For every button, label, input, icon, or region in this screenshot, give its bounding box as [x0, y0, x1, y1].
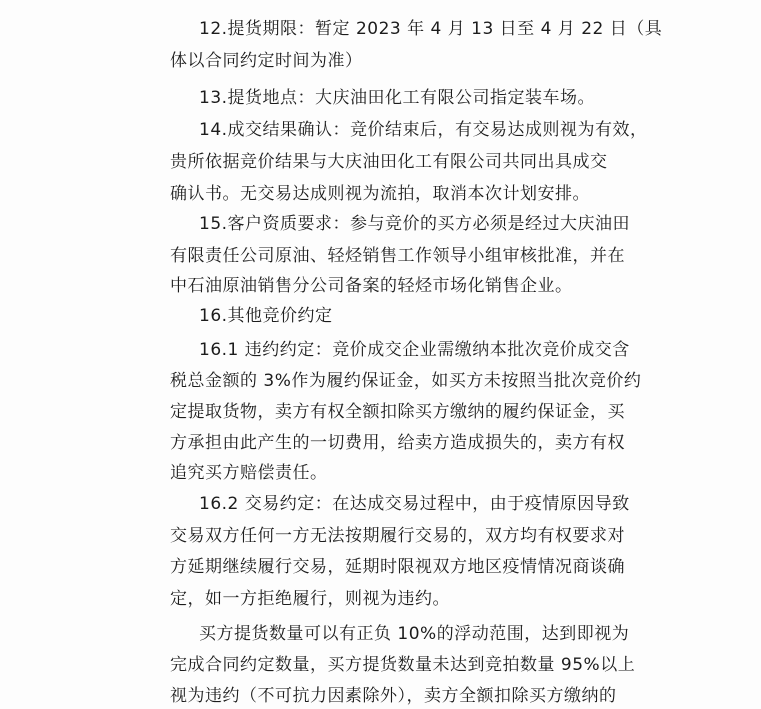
- paragraph-16-2-line-1: 16.2 交易约定：在达成交易过程中，由于疫情原因导致: [199, 494, 630, 514]
- paragraph-16-1-line-5: 追究买方赔偿责任。: [170, 463, 328, 483]
- paragraph-16-1-line-4: 方承担由此产生的一切费用，给卖方造成损失的，卖方有权: [170, 433, 625, 453]
- paragraph-15-line-1: 15.客户资质要求：参与竞价的买方必须是经过大庆油田: [199, 214, 631, 234]
- paragraph-16-heading: 16.其他竞价约定: [199, 306, 333, 326]
- paragraph-quantity-line-2: 完成合同约定数量，买方提货数量未达到竞拍数量 95%以上: [170, 655, 636, 675]
- paragraph-quantity-line-3: 视为违约（不可抗力因素除外），卖方全额扣除买方缴纳的: [170, 686, 617, 706]
- paragraph-14-line-3: 确认书。无交易达成则视为流拍，取消本次计划安排。: [170, 184, 590, 204]
- paragraph-16-2-line-2: 交易双方任何一方无法按期履行交易的，双方均有权要求对: [170, 526, 625, 546]
- paragraph-12-line-1: 12.提货期限：暂定 2023 年 4 月 13 日至 4 月 22 日（具: [199, 19, 663, 39]
- paragraph-13-line-1: 13.提货地点：大庆油田化工有限公司指定装车场。: [199, 88, 596, 108]
- paragraph-16-1-line-3: 定提取货物，卖方有权全额扣除买方缴纳的履约保证金，买: [170, 402, 625, 422]
- paragraph-16-1-line-2: 税总金额的 3%作为履约保证金，如买方未按照当批次竞价约: [170, 371, 642, 391]
- paragraph-15-line-2: 有限责任公司原油、轻烃销售工作领导小组审核批准，并在: [170, 246, 625, 266]
- paragraph-16-2-line-3: 方延期继续履行交易，延期时限视双方地区疫情情况商谈确: [170, 557, 625, 577]
- paragraph-16-2-line-4: 定，如一方拒绝履行，则视为违约。: [170, 589, 450, 609]
- paragraph-14-line-1: 14.成交结果确认：竞价结束后，有交易达成则视为有效，: [199, 120, 648, 140]
- paragraph-quantity-line-1: 买方提货数量可以有正负 10%的浮动范围，达到即视为: [199, 624, 630, 644]
- paragraph-16-1-line-1: 16.1 违约约定：竞价成交企业需缴纳本批次竞价成交含: [199, 340, 630, 360]
- paragraph-15-line-3: 中石油原油销售分公司备案的轻烃市场化销售企业。: [170, 276, 573, 296]
- paragraph-14-line-2: 贵所依据竞价结果与大庆油田化工有限公司共同出具成交: [170, 152, 608, 172]
- paragraph-12-line-2: 体以合同约定时间为准）: [170, 51, 363, 71]
